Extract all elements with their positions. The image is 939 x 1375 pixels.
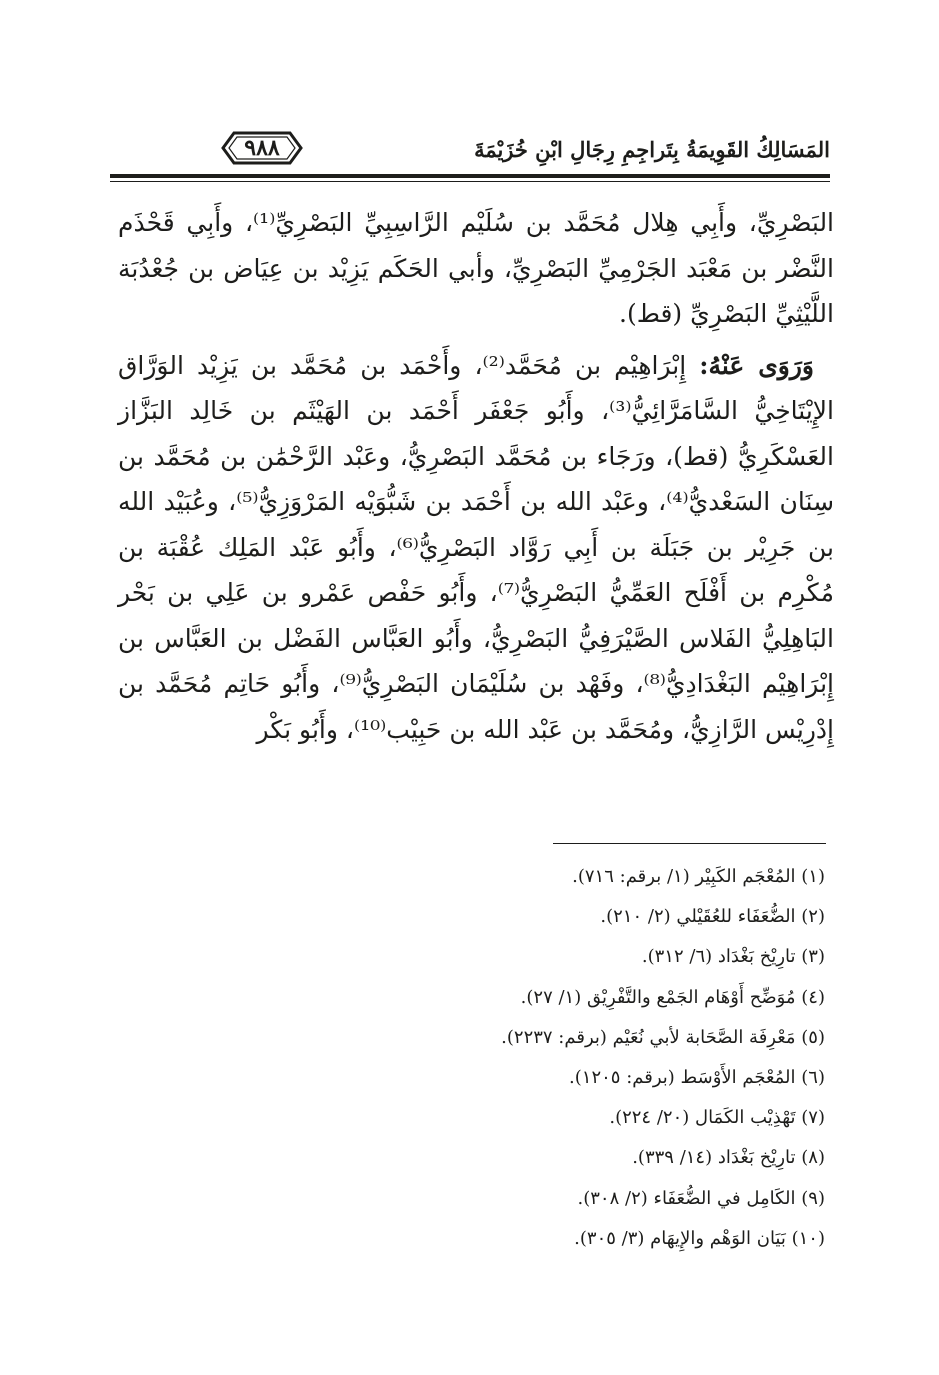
footnote-4: (٤) مُوَضِّح أَوْهَام الجَمْع والتَّفْرِيْق (١/ ٢٧). <box>520 986 825 1008</box>
narrators-label: وَرَوَى عَنْهُ: <box>699 350 814 380</box>
footnote-5: (٥) مَعْرِفَة الصَّحَابة لأبي نُعَيْم (برقم: ٢٢٣٧). <box>501 1026 825 1048</box>
footnote-1: (١) المُعْجَم الكَبِيْر (١/ برقم: ٧١٦). <box>572 866 825 887</box>
main-text <box>118 200 834 752</box>
book-title: المَسَالِكُ القَوِيمَةُ بِتَراجِمِ رِجَالِ ابْنِ خُزَيْمَةَ <box>474 137 830 162</box>
footnote-separator <box>553 843 826 844</box>
page-number-badge <box>220 130 304 166</box>
footnote-8: (٨) تارِيْخ بَغْدَاد (١٤/ ٣٣٩). <box>632 1147 825 1169</box>
footnotes <box>150 857 825 1259</box>
header-rule-thick <box>110 174 830 178</box>
narrators-list: إِبْرَاهِيْم بن مُحَمَّد⁽²⁾، وأَحْمَد بن مُحَمَّد بن يَزِيْد الوَرَّاق الإِيْتَاخِيُّ السَّامَرَّائِيُّ⁽³⁾، وأَبُو جَعْفَر أَحْمَد بن الهَيْثَم بن خَالِد البَزَّاز العَسْكَرِيُّ (قط)، ورَجَاء بن مُحَمَّد البَصْرِيُّ، وعَبْد الرَّحْمَٰن بن مُحَمَّد بن سِنَان السَعْديُّ⁽⁴⁾، وعَبْد الله بن أَحْمَد بن شَبُّوَيْه المَرْوَزِيُّ⁽⁵⁾، وعُبَيْد الله بن جَرِيْر بن جَبَلَة بن أَبِي رَوَّاد البَصْرِيُّ⁽⁶⁾، وأَبُو عَبْد المَلِك عُقْبَة بن مُكْرِم بن أَفْلَح العَمِّيُّ البَصْرِيُّ⁽⁷⁾، وأَبُو حَفْص عَمْرو بن عَلِي بن بَحْر البَاهِلِيُّ الفَلاس الصَّيْرَفِيُّ البَصْرِيُّ، وأَبُو العَبَّاس الفَضْل بن العَبَّاس بن إِبْرَاهِيْم البَغْدَادِيُّ⁽⁸⁾، وفَهْد بن سُلَيْمَان البَصْرِيُّ⁽⁹⁾، وأَبُو حَاتِم مُحَمَّد بن إِدْرِيْس الرَّازِيُّ، ومُحَمَّد بن عَبْد الله بن حَبِيْب⁽¹⁰⁾، وأَبُو بَكْر <box>118 350 835 744</box>
footnote-9: (٩) الكَامِل في الضُّعَفَاء (٢/ ٣٠٨). <box>577 1187 825 1209</box>
page-number: ٩٨٨ <box>244 135 280 161</box>
footnote-7: (٧) تَهْذِيْب الكَمَال (٢٠/ ٢٢٤). <box>609 1107 825 1129</box>
paragraph-1: البَصْرِيِّ، وأَبِي هِلال مُحَمَّد بن سُلَيْم الرَّاسِبِيِّ البَصْرِيِّ⁽¹⁾، وأَبِي قَحْذَم النَّضْر بن مَعْبَد الجَرْمِيِّ البَصْرِيِّ، وأبي الحَكَم يَزِيْد بن عِيَاض بن جُعْدُبَة اللَّيْثِيِّ البَصْرِيِّ (قط). <box>118 208 835 328</box>
footnote-10: (١٠) بَيَان الوَهْم والإِيهَام (٣/ ٣٠٥). <box>574 1227 825 1249</box>
header-rule-thin <box>110 181 830 182</box>
page-header <box>110 110 830 185</box>
footnote-6: (٦) المُعْجَم الأَوْسَط (برقم: ١٢٠٥). <box>569 1067 825 1089</box>
footnote-2: (٢) الضُّعَفَاء للعُقَيْلي (٢/ ٢١٠). <box>600 906 825 928</box>
paragraph-2 <box>118 343 834 753</box>
footnote-3: (٣) تارِيْخ بَغْدَاد (٦/ ٣١٢). <box>641 946 825 968</box>
